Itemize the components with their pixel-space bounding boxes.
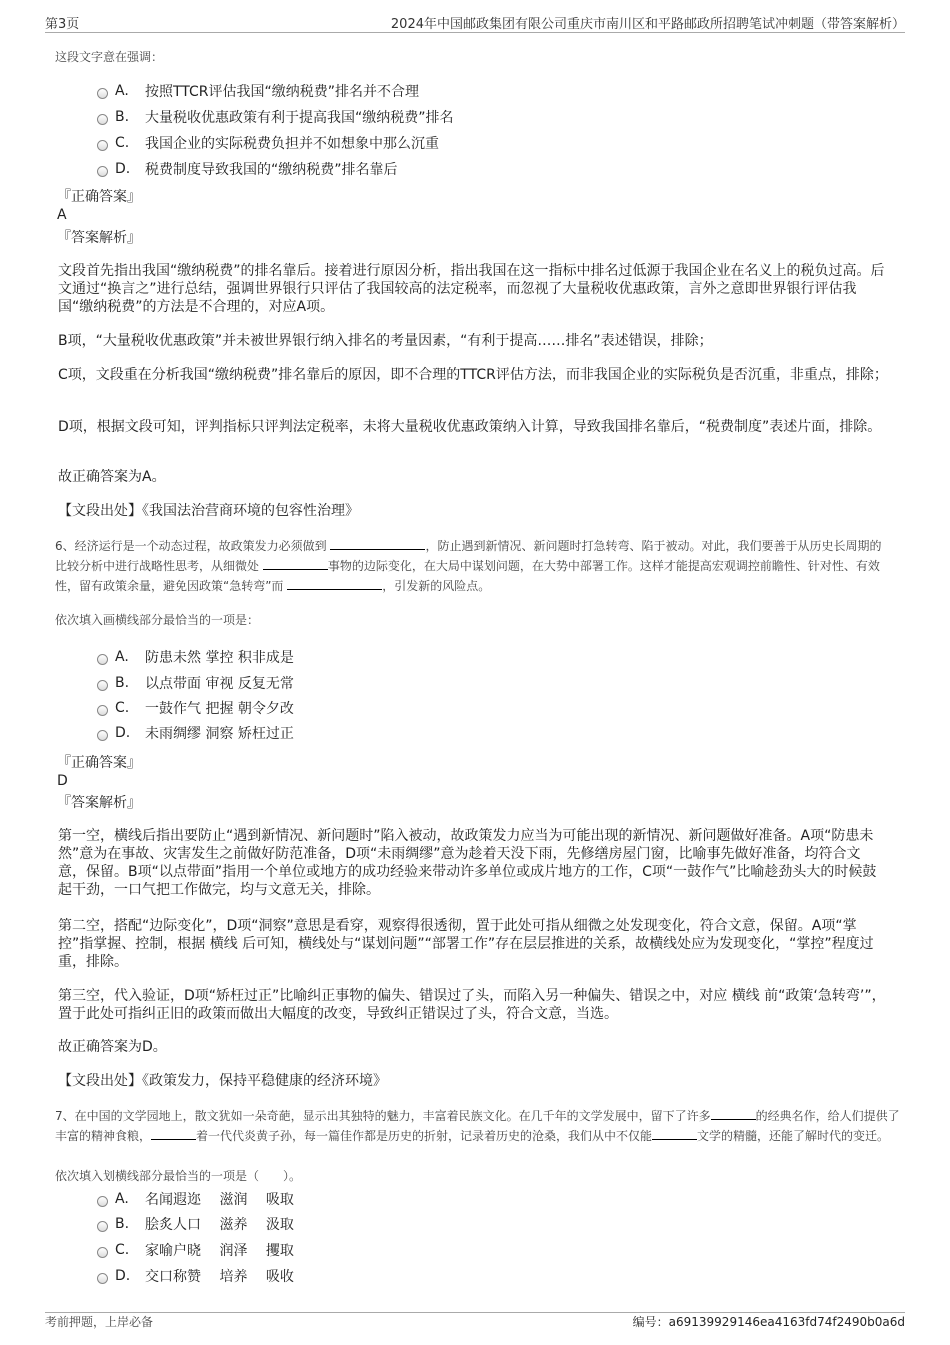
q6-stem-text: ，防止遇到新情况、新问题时打急转弯、陷于被动。对此，我们要善于从历史长周期的比较分析中进行战略性思考，从细微处	[55, 539, 882, 573]
q5-source: 【文段出处】《我国法治营商环境的包容性治理》	[58, 503, 359, 519]
blank-3	[652, 1127, 697, 1140]
q7-stem-text: 文学的精髓，还能了解时代的变迁。	[697, 1129, 890, 1143]
q6-prompt: 依次填入画横线部分最恰当的一项是：	[55, 613, 260, 627]
option-c[interactable]	[97, 1240, 294, 1260]
option-a[interactable]	[97, 647, 294, 667]
option-c[interactable]	[97, 698, 294, 718]
q6-source: 【文段出处】《政策发力，保持平稳健康的经济环境》	[58, 1073, 387, 1089]
radio-icon[interactable]	[97, 114, 108, 125]
q7-stem-text: 着一代代炎黄子孙，每一篇佳作都是历史的折射，记录着历史的沧桑，我们从中不仅能	[196, 1129, 653, 1143]
blank-1	[711, 1107, 756, 1120]
q6-stem-text: ，引发新的风险点。	[382, 579, 491, 593]
q6-stem-text: 6、经济运行是一个动态过程，故政策发力必须做到	[55, 539, 331, 553]
q6-stem-text: 事物的边际变化，在大局中谋划问题，在大势中部署工作。这样才能提高宏观调控前瞻性、针对性、有效性，留有政策余量，避免因政策“急转弯”而	[55, 559, 880, 593]
option-text: 名闻遐迩 滋润 吸取	[145, 1192, 294, 1208]
q5-analysis-p2: B项，“大量税收优惠政策”并未被世界银行纳入排名的考量因素，“有利于提高……排名”表述错误，排除；	[58, 333, 713, 349]
option-text: 防患未然 掌控 积非成是	[145, 650, 294, 666]
option-label: B.	[115, 109, 130, 125]
option-label: D.	[115, 161, 131, 177]
radio-icon[interactable]	[97, 88, 108, 99]
option-b[interactable]	[97, 673, 294, 693]
option-text: 家喻户晓 润泽 攫取	[145, 1243, 294, 1259]
option-label: B.	[115, 1216, 130, 1232]
q6-conclusion: 故正确答案为D。	[58, 1039, 167, 1055]
q6-analysis-p1: 第一空，横线后指出要防止“遇到新情况、新问题时”陷入被动，故政策发力应当为可能出现的新情况、新问题做好准备。A项“防患未然”意为在事故、灾害发生之前做好防范准备，D项“未雨绸缪”意为趁着天没下雨，先修缮房屋门窗，比喻事先做好准备，均符合文意，保留。B项“以点带面”指用一个单位或地方的成功经验来带动许多单位或成片地方的工作，C项“一鼓作气”比喻趁劲头大的时候鼓起干劲，一口气把工作做完，均与文意无关，排除。	[58, 828, 877, 898]
radio-icon[interactable]	[97, 1247, 108, 1258]
blank-2	[151, 1127, 196, 1140]
q7-prompt: 依次填入划横线部分最恰当的一项是（ ）。	[55, 1169, 302, 1183]
radio-icon[interactable]	[97, 654, 108, 665]
q5-answer: A	[57, 207, 67, 223]
q5-analysis-p4: D项，根据文段可知，评判指标只评判法定税率，未将大量税收优惠政策纳入计算，导致我国排名靠后，“税费制度”表述片面，排除。	[58, 419, 882, 435]
option-text: 以点带面 审视 反复无常	[145, 676, 294, 692]
blank-3	[287, 577, 382, 590]
option-b[interactable]	[97, 107, 454, 127]
page-number: 第3页	[45, 17, 80, 32]
q5-analysis-p1: 文段首先指出我国“缴纳税费”的排名靠后。接着进行原因分析，指出我国在这一指标中排名过低源于我国企业在名义上的税负过高。后文通过“换言之”进行总结，强调世界银行只评估了我国较高的法定税率，而忽视了大量税收优惠政策，言外之意即世界银行评估我国“缴纳税费”的方法是不合理的，对应A项。	[58, 263, 885, 315]
radio-icon[interactable]	[97, 1273, 108, 1284]
option-text: 我国企业的实际税费负担并不如想象中那么沉重	[145, 136, 439, 152]
q6-answer-heading: 『正确答案』	[57, 755, 141, 771]
option-d[interactable]	[97, 159, 398, 179]
option-text: 税费制度导致我国的“缴纳税费”排名靠后	[145, 162, 398, 178]
radio-icon[interactable]	[97, 1221, 108, 1232]
radio-icon[interactable]	[97, 140, 108, 151]
q6-answer: D	[57, 773, 68, 789]
option-b[interactable]	[97, 1214, 294, 1234]
radio-icon[interactable]	[97, 166, 108, 177]
q5-conclusion: 故正确答案为A。	[58, 469, 166, 485]
q5-stem: 这段文字意在强调：	[55, 50, 164, 64]
option-text: 未雨绸缪 洞察 矫枉过正	[145, 726, 294, 742]
q5-answer-heading: 『正确答案』	[57, 189, 141, 205]
blank-1	[330, 537, 425, 550]
option-text: 脍炙人口 滋养 汲取	[145, 1217, 294, 1233]
option-label: C.	[115, 135, 130, 151]
option-label: C.	[115, 700, 130, 716]
option-text: 交口称赞 培养 吸收	[145, 1269, 294, 1285]
option-label: D.	[115, 725, 131, 741]
option-label: C.	[115, 1242, 130, 1258]
q7-stem-text: 7、在中国的文学园地上，散文犹如一朵奇葩，显示出其独特的魅力，丰富着民族文化。在几千年的文学发展中，留下了许多	[55, 1109, 711, 1123]
option-label: B.	[115, 675, 130, 691]
q5-analysis-heading: 『答案解析』	[57, 230, 141, 246]
q6-analysis-heading: 『答案解析』	[57, 795, 141, 811]
q6-analysis-p3: 第三空，代入验证，D项“矫枉过正”比喻纠正事物的偏失、错误过了头，而陷入另一种偏失、错误之中，对应 横线 前“政策‘急转弯’”，置于此处可指纠正旧的政策而做出大幅度的改变，导致纠正错误过了头，符合文意，当选。	[58, 988, 886, 1022]
radio-icon[interactable]	[97, 1196, 108, 1207]
q6-stem	[55, 536, 890, 596]
blank-2	[263, 557, 328, 570]
option-d[interactable]	[97, 723, 294, 743]
option-label: A.	[115, 649, 129, 665]
option-text: 大量税收优惠政策有利于提高我国“缴纳税费”排名	[145, 110, 454, 126]
option-c[interactable]	[97, 133, 439, 153]
radio-icon[interactable]	[97, 705, 108, 716]
q7-stem	[55, 1106, 900, 1146]
q6-analysis-p2: 第二空，搭配“边际变化”，D项“洞察”意思是看穿，观察得很透彻，置于此处可指从细微之处发现变化，符合文意，保留。A项“掌控”指掌握、控制，根据 横线 后可知，横线处与“谋划问题”“部署工作”存在层层推进的关系，故横线处应为发现变化，“掌控”程度过重，排除。	[58, 918, 874, 970]
option-a[interactable]	[97, 1189, 294, 1209]
option-a[interactable]	[97, 81, 419, 101]
q7-stem-text: 的经典名作，给人们提供了丰富的精神食粮，	[55, 1109, 900, 1143]
footer-slogan: 考前押题，上岸必备	[45, 1315, 154, 1329]
q5-analysis-p3: C项，文段重在分析我国“缴纳税费”排名靠后的原因，即不合理的TTCR评估方法，而非我国企业的实际税负是否沉重，非重点，排除；	[58, 367, 888, 383]
option-text: 一鼓作气 把握 朝令夕改	[145, 701, 294, 717]
document-title: 2024年中国邮政集团有限公司重庆市南川区和平路邮政所招聘笔试冲刺题（带答案解析）	[390, 17, 905, 32]
radio-icon[interactable]	[97, 730, 108, 741]
option-label: A.	[115, 1191, 129, 1207]
option-label: A.	[115, 83, 129, 99]
option-d[interactable]	[97, 1266, 294, 1286]
header-divider	[45, 32, 905, 33]
radio-icon[interactable]	[97, 680, 108, 691]
option-text: 按照TTCR评估我国“缴纳税费”排名并不合理	[145, 84, 420, 100]
footer-id: 编号：a69139929146ea4163fd74f2490b0a6d	[632, 1315, 905, 1329]
option-label: D.	[115, 1268, 131, 1284]
